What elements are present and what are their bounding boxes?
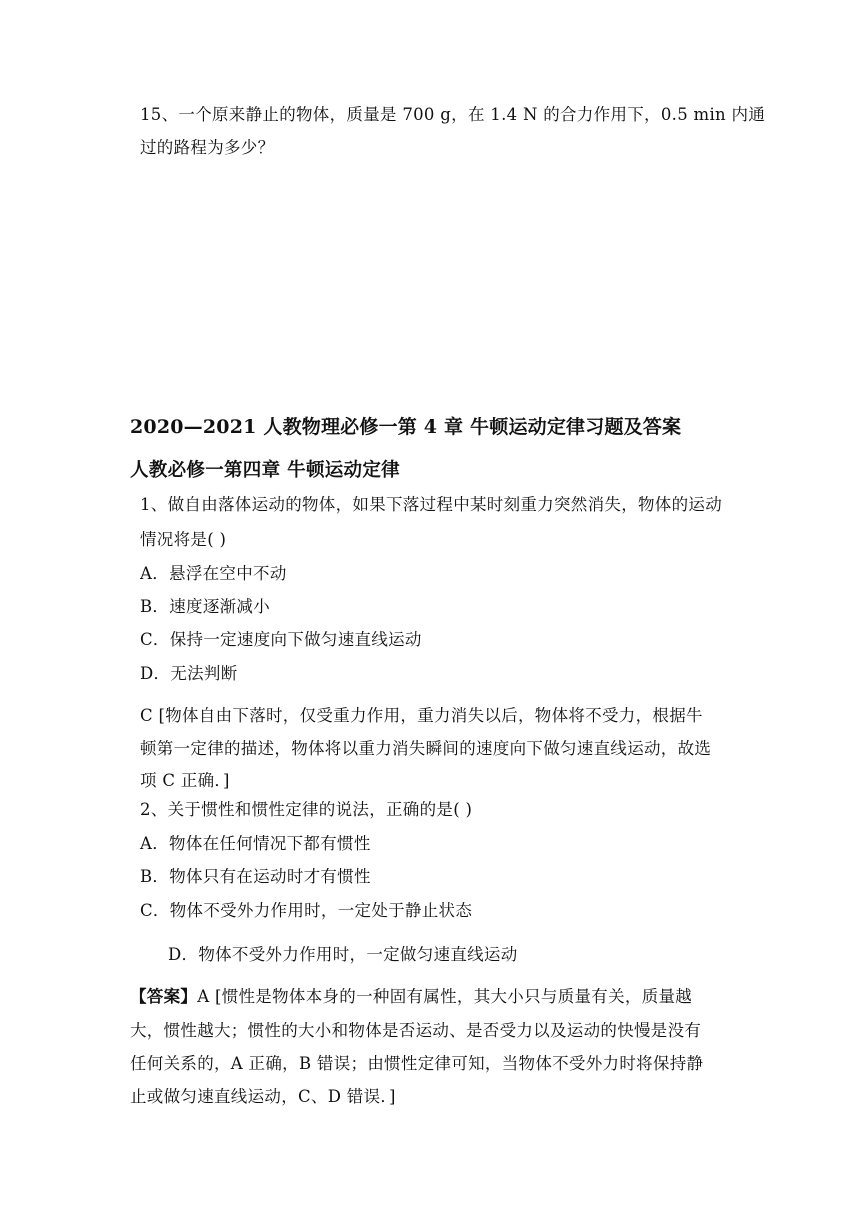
q1-answer-line-2: 顿第一定律的描述，物体将以重力消失瞬间的速度向下做匀速直线运动，故选 <box>140 739 712 758</box>
q2-option-b: B．物体只有在运动时才有惯性 <box>140 867 371 886</box>
q2-option-d: D．物体不受外力作用时，一定做匀速直线运动 <box>168 945 518 964</box>
q1-option-d: D．无法判断 <box>140 664 238 683</box>
q1-option-c: C．保持一定速度向下做匀速直线运动 <box>140 630 422 649</box>
q15-line-2: 过的路程为多少？ <box>140 138 275 157</box>
q15-line-1: 15、一个原来静止的物体，质量是 700 g，在 1.4 N 的合力作用下，0.5 min 内通 <box>140 105 766 124</box>
document-title: 2020—2021 人教物理必修一第 4 章 牛顿运动定律习题及答案 <box>130 416 682 438</box>
q2-option-c: C．物体不受外力作用时，一定处于静止状态 <box>140 901 473 920</box>
q1-answer-line-3: 项 C 正确．] <box>140 771 230 790</box>
answer-label: 【答案】 <box>130 987 198 1006</box>
q2-answer-line-2: 大，惯性越大；惯性的大小和物体是否运动、是否受力以及运动的快慢是没有 <box>130 1021 702 1040</box>
q2-stem: 2、关于惯性和惯性定律的说法，正确的是( ) <box>140 800 473 819</box>
q1-option-b: B．速度逐渐减小 <box>140 597 271 616</box>
q2-answer-line-3: 任何关系的，A 正确，B 错误；由惯性定律可知，当物体不受外力时将保持静 <box>130 1054 704 1073</box>
q2-answer-text-1: A [惯性是物体本身的一种固有属性，其大小只与质量有关，质量越 <box>197 987 693 1006</box>
q2-answer-line-4: 止或做匀速直线运动，C、D 错误．] <box>130 1087 396 1106</box>
q2-answer-line-1 <box>130 986 692 1008</box>
q1-option-a: A．悬浮在空中不动 <box>140 564 287 583</box>
q1-stem-line-1: 1、做自由落体运动的物体，如果下落过程中某时刻重力突然消失，物体的运动 <box>140 495 722 514</box>
q1-stem-line-2: 情况将是( ) <box>140 530 227 549</box>
q2-option-a: A．物体在任何情况下都有惯性 <box>140 834 371 853</box>
chapter-subtitle: 人教必修一第四章 牛顿运动定律 <box>130 460 400 481</box>
q1-answer-line-1: C [物体自由下落时，仅受重力作用，重力消失以后，物体将不受力，根据牛 <box>140 706 703 725</box>
